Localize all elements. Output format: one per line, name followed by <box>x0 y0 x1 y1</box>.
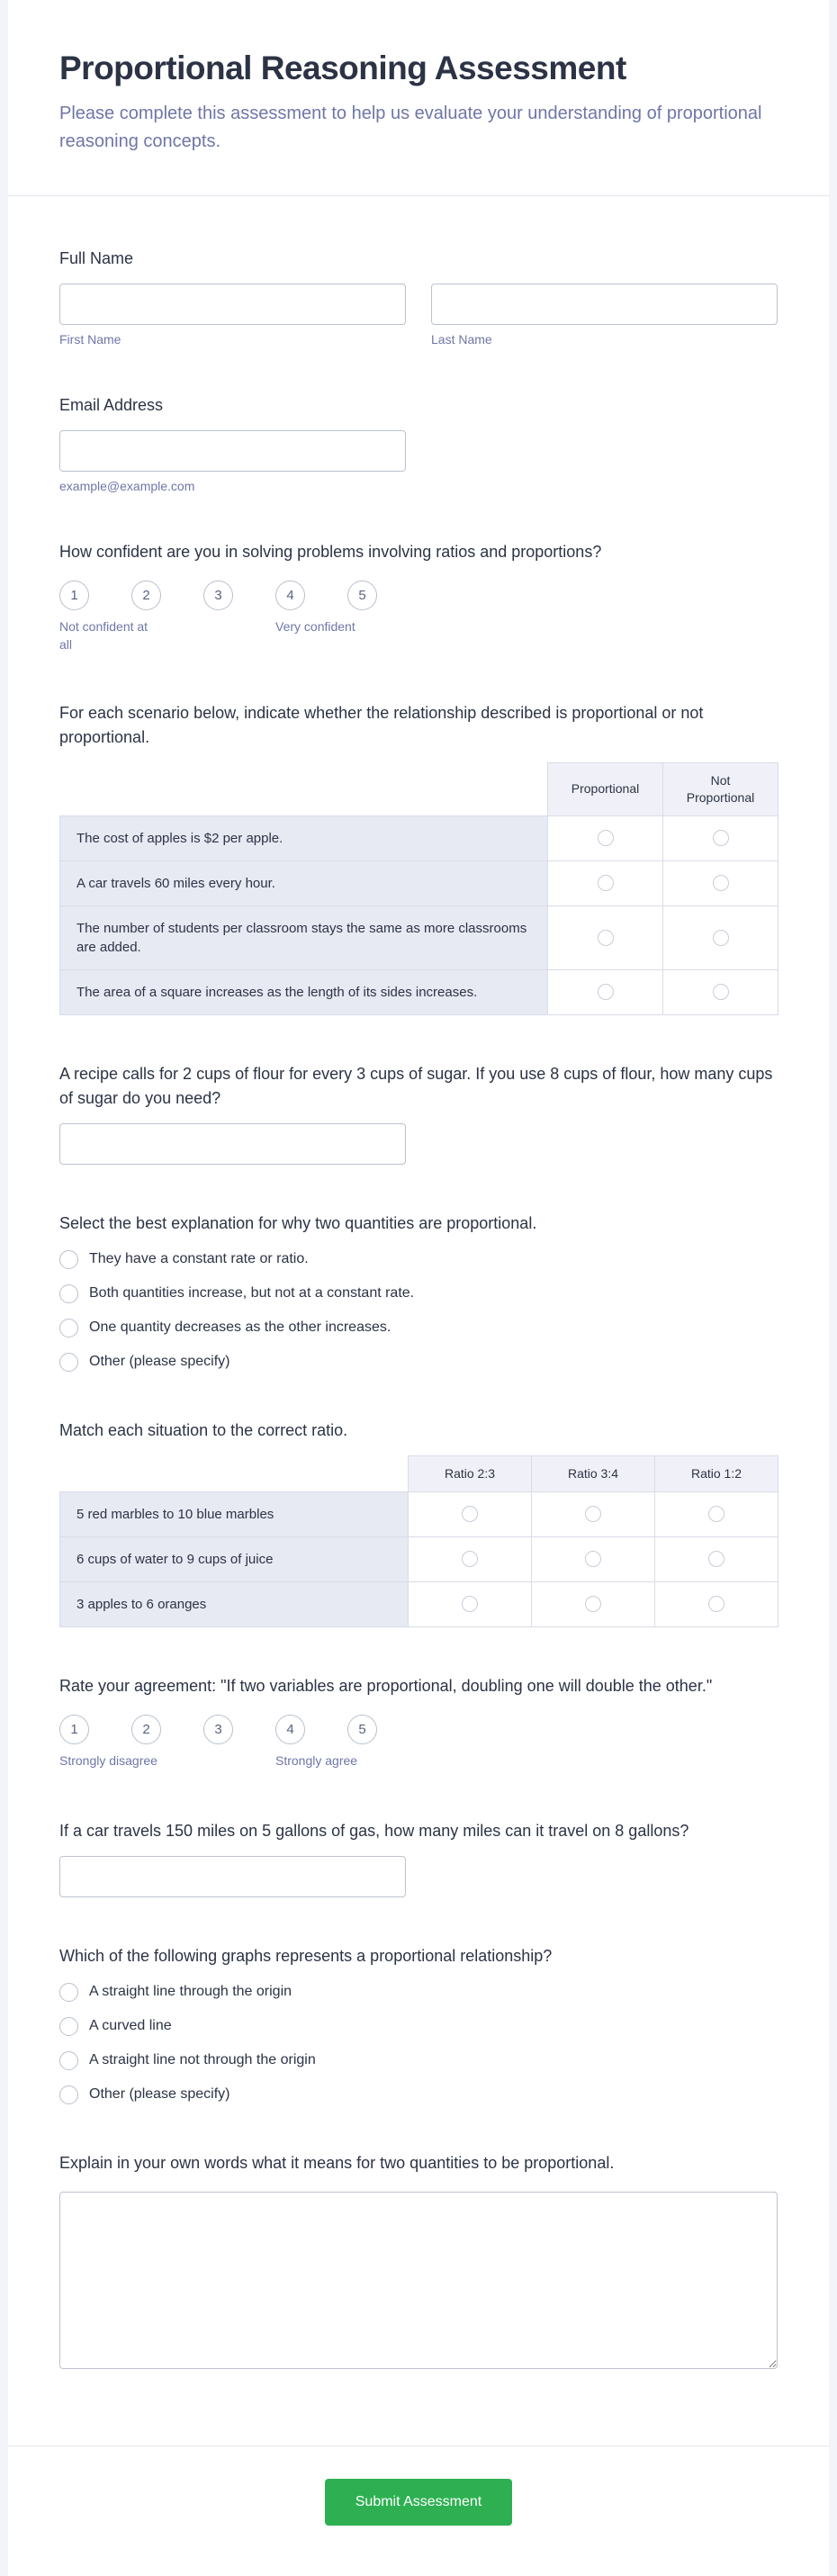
scenario-4-proportional-radio[interactable] <box>598 984 614 1000</box>
mileage-question-label: If a car travels 150 miles on 5 gallons of gas, how many miles can it travel on 8 gallons? <box>59 1821 689 1840</box>
graph-option-other[interactable]: Other (please specify) <box>59 2085 778 2104</box>
ratio-matrix-row-1 <box>60 1491 778 1536</box>
first-name-input[interactable] <box>59 284 406 325</box>
scenario-row-label: A car travels 60 miles every hour. <box>60 860 548 905</box>
question-mileage <box>59 1819 778 1897</box>
radio-icon <box>59 1250 78 1269</box>
confidence-scale-labels <box>59 618 778 654</box>
ratio-2-option-1-radio[interactable] <box>462 1551 478 1567</box>
radio-icon <box>59 1353 78 1372</box>
agreement-scale-labels <box>59 1752 778 1772</box>
last-name-sublabel: Last Name <box>431 332 492 347</box>
ratio-1-option-2-radio[interactable] <box>585 1506 601 1522</box>
scenario-matrix-col-proportional: Proportional <box>548 763 663 816</box>
recipe-question-label: A recipe calls for 2 cups of flour for every 3 cups of sugar. If you use 8 cups of flour, how many cups of sugar do you need? <box>59 1064 773 1107</box>
scenario-1-not-proportional-radio[interactable] <box>713 830 729 846</box>
confidence-left-label: Not confident at all <box>59 619 148 652</box>
graph-option-2[interactable]: A curved line <box>59 2017 778 2036</box>
question-explanation-choice <box>59 1211 778 1372</box>
ratio-row-label: 5 red marbles to 10 blue marbles <box>60 1491 409 1536</box>
explain-textarea[interactable] <box>59 2192 778 2369</box>
scenario-3-not-proportional-radio[interactable] <box>713 930 729 946</box>
form-body <box>8 196 829 2445</box>
recipe-answer-input[interactable] <box>59 1123 406 1165</box>
radio-icon <box>59 2085 78 2104</box>
full-name-label: Full Name <box>59 249 134 267</box>
scenario-matrix-row-3 <box>60 905 778 969</box>
submit-section <box>8 2446 829 2576</box>
ratio-matrix-corner <box>60 1455 409 1491</box>
ratio-col-1-2: Ratio 1:2 <box>655 1455 778 1491</box>
scenario-1-proportional-radio[interactable] <box>598 830 614 846</box>
first-name-col <box>59 284 406 347</box>
confidence-right-label: Very confident <box>275 619 356 634</box>
confidence-scale-option-2[interactable]: 2 <box>131 581 161 610</box>
question-email <box>59 393 778 493</box>
confidence-scale-row <box>59 581 778 610</box>
question-explain <box>59 2151 778 2373</box>
form-card <box>8 0 829 2576</box>
last-name-col <box>431 284 778 347</box>
radio-icon <box>59 1284 78 1303</box>
ratio-1-option-3-radio[interactable] <box>708 1506 724 1522</box>
ratio-3-option-2-radio[interactable] <box>585 1596 601 1612</box>
radio-icon <box>59 2017 78 2036</box>
confidence-scale-option-4[interactable]: 4 <box>275 581 305 610</box>
radio-icon <box>59 2051 78 2070</box>
question-agreement-scale <box>59 1674 778 1772</box>
question-ratio-matrix <box>59 1419 778 1627</box>
explanation-option-3[interactable]: One quantity decreases as the other increases. <box>59 1319 778 1338</box>
ratio-matrix-row-2 <box>60 1536 778 1581</box>
email-input[interactable] <box>59 430 406 472</box>
form-title: Proportional Reasoning Assessment <box>59 50 626 86</box>
graph-option-1[interactable]: A straight line through the origin <box>59 1983 778 2002</box>
ratio-matrix-label: Match each situation to the correct ratio. <box>59 1420 348 1439</box>
explanation-option-1[interactable]: They have a constant rate or ratio. <box>59 1250 778 1269</box>
explanation-options <box>59 1250 778 1372</box>
scenario-2-proportional-radio[interactable] <box>598 875 614 891</box>
graph-options <box>59 1983 778 2104</box>
ratio-matrix-row-3 <box>60 1581 778 1626</box>
email-sublabel: example@example.com <box>59 479 195 493</box>
ratio-col-3-4: Ratio 3:4 <box>532 1455 655 1491</box>
scenario-matrix-col-not-proportional: Not Proportional <box>663 763 778 816</box>
ratio-2-option-3-radio[interactable] <box>708 1551 724 1567</box>
explanation-option-other[interactable]: Other (please specify) <box>59 1353 778 1372</box>
agreement-scale-option-1[interactable]: 1 <box>59 1715 89 1744</box>
scenario-matrix-table <box>59 762 778 1015</box>
name-inputs-row <box>59 284 778 347</box>
scenario-row-label: The area of a square increases as the length of its sides increases. <box>60 969 548 1014</box>
agreement-left-label: Strongly disagree <box>59 1752 158 1768</box>
form-subtitle: Please complete this assessment to help us evaluate your understanding of proportional reasoning concepts. <box>59 104 762 151</box>
first-name-sublabel: First Name <box>59 332 122 347</box>
graph-option-3[interactable]: A straight line not through the origin <box>59 2051 778 2070</box>
confidence-scale-option-1[interactable]: 1 <box>59 581 89 610</box>
radio-icon <box>59 1319 78 1338</box>
explain-question-label: Explain in your own words what it means for two quantities to be proportional. <box>59 2153 615 2172</box>
explanation-question-label: Select the best explanation for why two quantities are proportional. <box>59 1213 537 1232</box>
submit-button[interactable]: Submit Assessment <box>325 2479 513 2526</box>
scenario-matrix-label: For each scenario below, indicate whether the relationship described is proportional or not proportional. <box>59 704 704 746</box>
scenario-matrix-header-row <box>60 763 778 816</box>
agreement-scale-row <box>59 1715 778 1744</box>
scenario-matrix-corner <box>60 763 548 816</box>
last-name-input[interactable] <box>431 284 778 325</box>
scenario-row-label: The cost of apples is $2 per apple. <box>60 815 548 860</box>
agreement-scale-option-4[interactable]: 4 <box>275 1715 305 1744</box>
question-recipe <box>59 1062 778 1165</box>
confidence-scale-option-3[interactable]: 3 <box>203 581 233 610</box>
ratio-col-2-3: Ratio 2:3 <box>409 1455 532 1491</box>
ratio-row-label: 3 apples to 6 oranges <box>60 1581 409 1626</box>
email-label: Email Address <box>59 396 164 414</box>
scenario-matrix-row-1 <box>60 815 778 860</box>
scenario-row-label: The number of students per classroom stays the same as more classrooms are added. <box>60 905 548 969</box>
scenario-3-proportional-radio[interactable] <box>598 930 614 946</box>
scenario-matrix-row-2 <box>60 860 778 905</box>
scenario-matrix-row-4 <box>60 969 778 1014</box>
agreement-right-label: Strongly agree <box>275 1752 358 1768</box>
ratio-3-option-3-radio[interactable] <box>708 1596 724 1612</box>
ratio-1-option-1-radio[interactable] <box>462 1506 478 1522</box>
question-scenario-matrix <box>59 701 778 1015</box>
agreement-scale-option-5[interactable]: 5 <box>347 1715 377 1744</box>
question-confidence-scale <box>59 540 778 654</box>
form-header <box>8 0 829 195</box>
ratio-row-label: 6 cups of water to 9 cups of juice <box>60 1536 409 1581</box>
explanation-option-2[interactable]: Both quantities increase, but not at a constant rate. <box>59 1284 778 1303</box>
ratio-3-option-1-radio[interactable] <box>462 1596 478 1612</box>
agreement-scale-option-3[interactable]: 3 <box>203 1715 233 1744</box>
scenario-2-not-proportional-radio[interactable] <box>713 875 729 891</box>
agreement-scale-option-2[interactable]: 2 <box>131 1715 161 1744</box>
ratio-matrix-table <box>59 1455 778 1627</box>
confidence-scale-option-5[interactable]: 5 <box>347 581 377 610</box>
question-graph-choice <box>59 1944 778 2104</box>
mileage-answer-input[interactable] <box>59 1856 406 1897</box>
confidence-question-label: How confident are you in solving problems involving ratios and proportions? <box>59 543 602 561</box>
graph-question-label: Which of the following graphs represents a proportional relationship? <box>59 1946 553 1965</box>
radio-icon <box>59 1983 78 2002</box>
question-full-name <box>59 247 778 347</box>
agreement-question-label: Rate your agreement: "If two variables are proportional, doubling one will double the other." <box>59 1676 713 1695</box>
scenario-4-not-proportional-radio[interactable] <box>713 984 729 1000</box>
ratio-matrix-header-row <box>60 1455 778 1491</box>
ratio-2-option-2-radio[interactable] <box>585 1551 601 1567</box>
